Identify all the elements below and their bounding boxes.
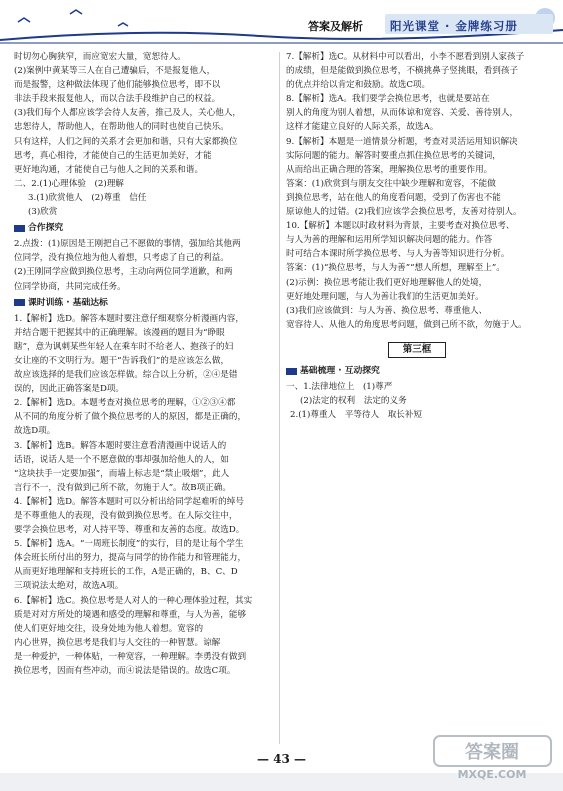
text-line: 并结合题干把握其中的正确理解。该漫画的题目为“睁眼: [14, 327, 225, 338]
section-heading-practice: 课时训练 · 基础达标: [14, 296, 272, 310]
text-line: (2)示例：换位思考能让我们更好地理解他人的处境，: [286, 277, 488, 288]
text-line: 话语，说话人是一个不愿意做的事却强加给他人的人，如: [14, 454, 229, 465]
text-line: 二、2.(1)心理体验 (2)理解: [14, 178, 124, 189]
svg-text:MXQE.COM: MXQE.COM: [457, 768, 527, 781]
text-line: 要学会换位思考，对人持平等、尊重和友善的态度。故选D。: [14, 525, 245, 536]
page-number: — 43 —: [256, 752, 307, 766]
text-line: 位同学，没有换位地为他人着想，只考虑了自己的利益。: [14, 253, 229, 264]
section-marker-icon: [14, 299, 25, 306]
text-line: 4.【解析】选D。解答本题时可以分析出给同学起难听的绰号: [14, 496, 244, 507]
text-line: 原谅他人的过错。(2)我们应该学会换位思考，友善对待别人。: [286, 207, 522, 218]
text-line: 误的，因此正确答案是D项。: [14, 384, 125, 395]
book-title: 阳光课堂 · 金牌练习册: [390, 19, 518, 33]
text-line: 三项说法太绝对，故选A项。: [14, 581, 124, 592]
text-line: 时可结合本课时所学换位思考、与人为善等知识进行分析。: [286, 249, 510, 260]
text-line: 6.【解析】选C。换位思考是人对人的一种心理体验过程，其实: [14, 595, 253, 606]
text-line: 从而更好地理解和支持班长的工作，A是正确的，B、C、D: [14, 567, 238, 578]
section-heading-base: 基础梳理 · 互动探究: [286, 364, 548, 378]
text-line: 言行不一，没有做到己所不欲，勿施于人”。故B项正确。: [14, 482, 231, 493]
text-line: 时切勿心胸狭窄，而应宽宏大量，宽恕待人。: [14, 52, 186, 62]
text-line: 答案：(1)欣赏到与朋友交往中缺少理解和宽容，不能做: [286, 178, 496, 189]
text-line: 瞎”，意为讽刺某些年轻人在乘车时不给老人、抱孩子的妇: [14, 341, 234, 352]
text-line: 内心世界，换位思考是我们与人交往的一种智慧。谅解: [14, 637, 221, 648]
text-line: 3.(1)欣赏他人 (2)尊重 信任: [28, 192, 147, 203]
text-line: 宽容待人、从他人的角度思考问题，做到己所不欲，勿施于人。: [286, 319, 527, 330]
text-line: (3)我们应该做到：与人为善、换位思考、尊重他人、: [286, 305, 488, 316]
text-line: (3)欣赏: [28, 207, 58, 218]
text-line: 质是对对方所处的境遇和感受的理解和尊重，与人为善，能够: [14, 609, 247, 620]
section-marker-icon: [14, 225, 25, 232]
text-line: 5.【解析】选A。“一周班长制度”的实行，目的是让每个学生: [14, 539, 244, 550]
text-line: 2.【解析】选D。本题考查对换位思考的理解，①②③④都: [14, 398, 236, 409]
text-line: 9.【解析】本题是一道情景分析题，考查对灵活运用知识解决: [286, 136, 518, 147]
text-line: 忠恕待人，帮助他人，在帮助他人的同时也使自己快乐。: [14, 122, 229, 133]
text-line: 女让座的不文明行为。题干“告诉我们”的是应该怎么做，: [14, 355, 230, 366]
text-line: 8.【解析】选A。我们要学会换位思考，也就是要站在: [286, 94, 490, 105]
text-line: 从不同的角度分析了做个换位思考的人的原因，都是正确的，: [14, 412, 247, 423]
section-heading-coop: 合作探究: [14, 221, 272, 235]
section-marker-icon: [286, 368, 297, 375]
text-line: 与人为善的理解和运用所学知识解决问题的能力。作答: [286, 235, 493, 246]
text-line: 的优点并给以肯定和鼓励。故选C项。: [286, 80, 431, 91]
text-line: 使人们更好地交往，设身处地为他人着想。宽容的: [14, 623, 204, 634]
text-line: 实际问题的能力。解答时要重点抓住换位思考的关键词，: [286, 150, 501, 161]
text-line: (2)案例中黄某等三人在自己遭骗后，不是报复他人，: [14, 66, 216, 77]
text-line: 一、1.法律地位上 (1)尊严: [286, 382, 393, 393]
header-banner: [0, 0, 563, 44]
text-line: 更好地处理问题，与人为善让我们的生活更加美好。: [286, 291, 484, 302]
text-line: “这块扶手一定要加强”，而墙上标志是“禁止吸烟”，此人: [14, 468, 230, 479]
left-column: [14, 50, 272, 678]
text-line: (2)法定的权利 法定的义务: [300, 396, 407, 407]
column-divider: [279, 52, 280, 744]
text-line: 10.【解析】本题以时政材料为背景，主要考查对换位思考、: [286, 221, 515, 232]
text-line: 2.(1)尊重人 平等待人 取长补短: [290, 410, 423, 421]
text-line: 位同学协商，共同完成任务。: [14, 281, 126, 292]
text-line: 思考，真心相待，才能使自己的生活更加美好，才能: [14, 150, 212, 161]
text-line: 这样才能建立良好的人际关系，故选A。: [286, 122, 439, 133]
text-line: 非法手段来报复他人，而以合法手段维护自己的权益。: [14, 94, 221, 105]
text-line: 3.【解析】选B。解答本题时要注意看清漫画中说话人的: [14, 440, 227, 451]
text-line: 是不尊重他人的表现，没有做到换位思考。在人际交往中，: [14, 511, 238, 521]
section-label: 答案及解析: [308, 20, 363, 33]
text-line: 故选D项。: [14, 426, 56, 437]
right-column: [286, 50, 548, 422]
text-line: 故应该选择的是我们应该怎样做。综合以上分析，②④是错: [14, 370, 238, 381]
svg-text:答案圈: 答案圈: [465, 742, 519, 763]
watermark-logo: [430, 728, 555, 783]
text-line: 是一种爱护，一种体贴，一种宽容，一种理解。李勇没有做到: [14, 651, 247, 662]
frame-title: 第三框: [286, 342, 548, 358]
text-line: (3)我们每个人都应该学会待人友善，推己及人，关心他人，: [14, 108, 242, 119]
text-line: 更好地沟通，才能使自己与他人之间的关系和谐。: [14, 164, 204, 175]
text-line: 7.【解析】选C。从材料中可以看出，小李不愿看到别人家孩子: [286, 52, 525, 62]
text-line: 而是报警，这种做法体现了他们能够换位思考，即不以: [14, 80, 221, 91]
text-line: 别人的角度为别人着想，从而体谅和宽容、关爱、善待别人，: [286, 108, 519, 119]
text-line: 2.点拨：(1)原因是王刚把自己不愿做的事情，强加给其他两: [14, 239, 241, 250]
text-line: 的成绩，但是能做到换位思考，不横挑鼻子竖挑眼，看到孩子: [286, 66, 519, 77]
text-line: 只有这样，人们之间的关系才会更加和谐，只有大家都换位: [14, 136, 238, 147]
text-line: 换位思考，因而有些冲动，而④说法是错误的。故选C项。: [14, 666, 236, 677]
text-line: 答案：(1)“换位思考，与人为善”“想人所想，理解至上”。: [286, 263, 505, 274]
text-line: 1.【解析】选D。解答本题时要注意仔细观察分析漫画内容，: [14, 313, 244, 324]
text-line: 从而给出正确合理的答案，理解换位思考的重要作用。: [286, 164, 493, 175]
text-line: (2)王刚同学应做到换位思考，主动向两位同学道歉，和两: [14, 267, 233, 278]
text-line: 体会班长所付出的努力，提高与同学的协作能力和管理能力，: [14, 553, 247, 564]
text-line: 到换位思考，站在他人的角度看问题，受到了伤害也不能: [286, 192, 501, 203]
